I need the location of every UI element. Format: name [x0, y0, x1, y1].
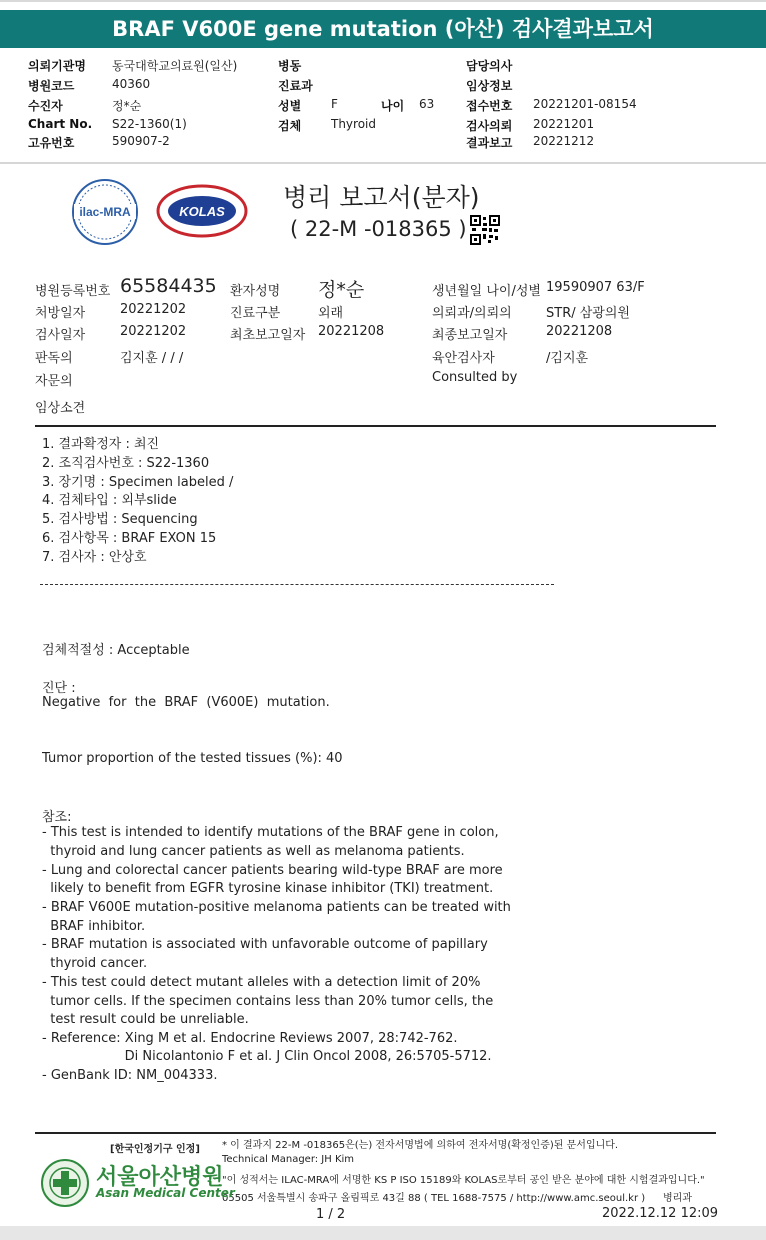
- note-line: thyroid and lung cancer patients as well as melanoma patients.: [42, 844, 465, 859]
- department-label: 진료과: [278, 79, 313, 93]
- dashed-separator: [40, 584, 554, 585]
- clinic-type-value: 외래: [318, 306, 344, 321]
- accreditation-label: [한국인정기구 인정]: [110, 1144, 200, 1155]
- patient-name-value: 정*순: [318, 279, 365, 301]
- clinic-type-label: 진료구분: [230, 306, 281, 321]
- hospital-code-label: 병원코드: [28, 79, 75, 93]
- first-report-label: 최초보고일자: [230, 328, 306, 343]
- reader-value: 김지훈 / / /: [120, 351, 184, 366]
- age-value: 63: [419, 97, 435, 111]
- specimen-adequacy: 검체적절성 : Acceptable: [42, 643, 190, 658]
- note-line: - Lung and colorectal cancer patients bearing wild-type BRAF are more: [42, 863, 503, 878]
- request-dept-value: STR/ 삼광의원: [546, 306, 630, 321]
- birth-age-sex-label: 생년월일 나이/성별: [432, 284, 541, 299]
- sex-value: F: [331, 97, 338, 111]
- patient-value: 정*순: [112, 99, 142, 113]
- kolas-statement: "이 성적서는 ILAC-MRA에 서명한 KS P ISO 15189와 KOLAS로부터 공인 받은 분야에 대한 시험결과입니다.": [222, 1175, 705, 1186]
- first-report-value: 20221208: [318, 324, 385, 339]
- chart-no-label: Chart No.: [28, 117, 93, 131]
- unique-no-label: 고유번호: [28, 136, 75, 150]
- receipt-no-value: 20221201-08154: [533, 97, 637, 111]
- ilac-mra-logo: [70, 178, 140, 246]
- gross-examiner-value: /김지훈: [546, 351, 589, 366]
- section-rule: [35, 425, 716, 427]
- final-report-label: 최종보고일자: [432, 328, 508, 343]
- note-line: - BRAF V600E mutation-positive melanoma patients can be treated with: [42, 900, 511, 915]
- sex-label: 성별: [278, 99, 302, 113]
- notes-label: 참조:: [42, 810, 72, 825]
- qr-code-icon: [470, 215, 500, 245]
- specimen-label: 검체: [278, 119, 302, 133]
- note-line: Di Nicolantonio F et al. J Clin Oncol 2008, 26:5705-5712.: [42, 1049, 492, 1064]
- hospital-code-value: 40360: [112, 77, 151, 91]
- report-date-label: 결과보고: [466, 136, 513, 150]
- doctor-label: 담당의사: [466, 59, 513, 73]
- kolas-logo: [156, 184, 248, 238]
- item-tester: 7. 검사자 : 안상호: [42, 550, 147, 565]
- header-divider: [0, 162, 766, 164]
- asan-emblem-icon: [40, 1158, 90, 1208]
- ward-label: 병동: [278, 59, 302, 73]
- hospital-address: 05505 서울특별시 송파구 올림픽로 43길 88 ( TEL 1688-7575 / http://www.amc.seoul.kr ): [222, 1193, 646, 1204]
- note-line: BRAF inhibitor.: [42, 919, 146, 934]
- patient-label: 수진자: [28, 99, 63, 113]
- bottom-margin: [0, 1226, 766, 1240]
- reg-no-value: 65584435: [120, 275, 217, 297]
- note-line: - GenBank ID: NM_004333.: [42, 1068, 218, 1083]
- institution-label: 의뢰기관명: [28, 59, 86, 73]
- pathology-report-title: 병리 보고서(분자): [283, 183, 480, 212]
- hospital-name-korean: 서울아산병원: [96, 1165, 224, 1190]
- item-test: 6. 검사항목 : BRAF EXON 15: [42, 531, 217, 546]
- note-line: likely to benefit from EGFR tyrosine kinase inhibitor (TKI) treatment.: [42, 881, 494, 896]
- footer-rule: [35, 1132, 716, 1134]
- age-label: 나이: [381, 99, 405, 113]
- note-line: test result could be unreliable.: [42, 1012, 249, 1027]
- specimen-value: Thyroid: [331, 117, 376, 131]
- consulted-by-label: Consulted by: [432, 370, 518, 385]
- gross-examiner-label: 육안검사자: [432, 351, 495, 366]
- receipt-no-label: 접수번호: [466, 99, 513, 113]
- note-line: tumor cells. If the specimen contains less than 20% tumor cells, the: [42, 994, 494, 1009]
- item-organ: 3. 장기명 : Specimen labeled /: [42, 475, 234, 490]
- request-date-label: 검사의뢰: [466, 119, 513, 133]
- institution-value: 동국대학교의료원(일산): [112, 59, 238, 73]
- test-date-label: 검사일자: [35, 328, 86, 343]
- final-report-value: 20221208: [546, 324, 613, 339]
- item-biopsy-no: 2. 조직검사번호 : S22-1360: [42, 456, 210, 471]
- birth-age-sex-value: 19590907 63/F: [546, 280, 645, 295]
- hospital-name-english: Asan Medical Center: [96, 1186, 235, 1200]
- report-date-value: 20221212: [533, 134, 595, 148]
- pathology-dept: 병리과: [663, 1193, 692, 1204]
- report-title-bar: BRAF V600E gene mutation (아산) 검사결과보고서: [0, 10, 766, 48]
- note-line: thyroid cancer.: [42, 956, 148, 971]
- top-border: [0, 0, 766, 2]
- esignature-note: * 이 결과지 22-M -018365은(는) 전자서명법에 의하여 전자서명(확정인증)된 문서입니다.: [222, 1140, 619, 1151]
- diagnosis-text: Negative for the BRAF (V600E) mutation.: [42, 695, 330, 710]
- kolas-logo-text: KOLAS: [179, 204, 225, 219]
- page-number: 1 / 2: [316, 1207, 346, 1222]
- technical-manager: Technical Manager: JH Kim: [222, 1154, 355, 1165]
- test-date-value: 20221202: [120, 324, 187, 339]
- reg-no-label: 병원등록번호: [35, 284, 111, 299]
- clinical-findings-label: 임상소견: [35, 401, 86, 416]
- patient-name-label: 환자성명: [230, 284, 281, 299]
- note-line: - Reference: Xing M et al. Endocrine Reviews 2007, 28:742-762.: [42, 1031, 458, 1046]
- unique-no-value: 590907-2: [112, 134, 170, 148]
- request-dept-label: 의뢰과/의뢰의: [432, 306, 512, 321]
- rx-date-value: 20221202: [120, 302, 187, 317]
- item-method: 5. 검사방법 : Sequencing: [42, 512, 198, 527]
- reader-label: 판독의: [35, 351, 73, 366]
- clinical-info-label: 임상정보: [466, 79, 513, 93]
- print-datetime: 2022.12.12 12:09: [602, 1206, 719, 1221]
- chart-no-value: S22-1360(1): [112, 117, 187, 131]
- diagnosis-label: 진단 :: [42, 681, 76, 696]
- note-line: - This test is intended to identify mutations of the BRAF gene in colon,: [42, 825, 499, 840]
- tumor-proportion: Tumor proportion of the tested tissues (%): 40: [42, 751, 343, 766]
- consultant-label: 자문의: [35, 374, 73, 389]
- rx-date-label: 처방일자: [35, 306, 86, 321]
- note-line: - BRAF mutation is associated with unfavorable outcome of papillary: [42, 937, 488, 952]
- report-number: ( 22-M -018365 ): [290, 217, 467, 241]
- item-confirmer: 1. 결과확정자 : 최진: [42, 437, 160, 452]
- note-line: - This test could detect mutant alleles with a detection limit of 20%: [42, 975, 481, 990]
- item-specimen-type: 4. 검체타입 : 외부slide: [42, 493, 177, 508]
- request-date-value: 20221201: [533, 117, 595, 131]
- ilac-logo-text: ilac-MRA: [79, 205, 131, 219]
